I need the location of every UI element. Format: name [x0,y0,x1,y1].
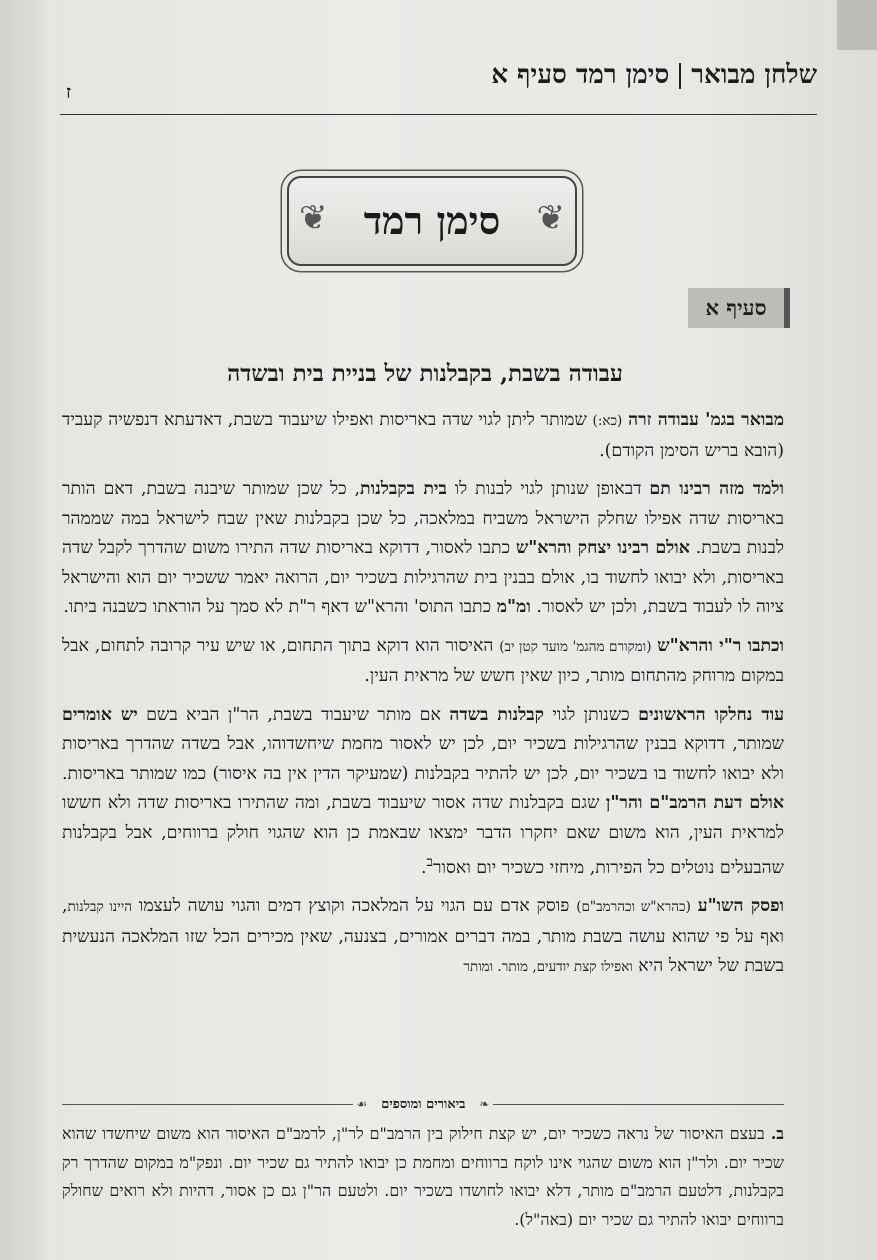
bold-term: יש אומרים [62,704,138,725]
footnote-text: בעצם האיסור של נראה כשכיר יום, יש קצת חילוק בין הרמב"ם לר"ן, לרמב"ם האיסור הוא משום שיחשדו שהוא שכיר יום. ולר"ן הוא משום שהגוי אינו לוקח ברווחים ומחמת כן יבואו להתיר גם שכיר יום. ונפק"מ במקום שהדרך רק בקבלנות, דלטעם הרמב"ם מותר, דלא יבואו לחושדו בשכיר יום. ולטעם הר"ן גם כן אסור, דהיות ולא רואים שחולק ברווחים יבואו להתיר גם שכיר יום (באה"ל). [62,1124,784,1229]
seif-label: סעיף א [688,288,790,328]
bold-term: קבלנות בשדה [449,704,544,725]
bold-term: ומ"מ [496,597,531,617]
scroll-ornament-icon: ❦ [536,198,565,238]
footnotes [62,1120,784,1234]
paragraph-lead: ולמד מזה רבינו תם [649,479,784,499]
chapter-title: סימן רמד [363,198,501,243]
flourish-icon: ☙ [356,1097,368,1111]
divider-line [62,1104,353,1105]
inline-gloss: ואפילו קצת יודעים, מותר. ומותר [463,959,633,976]
bold-term: אולם דעת הרמב"ם והר"ן [605,793,785,813]
paragraph [62,406,784,466]
paragraph-text: אם מותר שיעבוד בשבת, הר"ן הביא בשם [146,704,441,725]
paragraph [62,475,784,623]
paragraph-text: כתבו לאסור, דדוקא באריסות שדה התירו משום שהדרך לקבל שדה באריסות, ולא יבואו לחשוד בו, אולם בבנין בית שהרגילות בשכיר יום, הרואה יאמר ששכיר יום הוא והישראל ציוה לו לעבוד בשבת, ולכן יש לאסור. [62,538,784,617]
header-title [491,60,817,90]
source-reference: (ומקורם מהגמ' מועד קטן יב) [499,638,652,655]
scroll-ornament-icon: ❦ [299,198,328,238]
flourish-icon: ❧ [479,1097,490,1111]
paragraph-text: כשנותן לגוי [552,704,630,725]
running-header [60,56,817,115]
paragraph-text: כתבו התוס' והרא"ש דאף ר"ת לא סמך על הוראתו כשבנה ביתו. [63,597,492,617]
paragraph-lead: ופסק השו"ע [697,896,784,917]
divider-line [493,1104,784,1105]
paragraph-text: פוסק אדם עם הגוי על המלאכה וקוצץ דמים והגוי עושה לעצמו [138,896,570,917]
paragraph-text: האיסור הוא דוקא בתוך התחום, או שיש עיר קרובה לתחום, אבל במקום מרוחק מהתחום מותר, כיון שאין חשש של מראית העין. [62,635,784,686]
inline-gloss: היינו קבלנות [67,899,133,916]
bold-term: אולם רבינו יצחק והרא"ש [515,538,690,558]
paragraph [62,632,784,692]
paragraph-text: דבאופן שנותן לגוי לבנות לו [454,479,642,499]
source-reference: (כהרא"ש וכהרמב"ם) [576,899,691,916]
page-corner-shadow [837,0,877,50]
header-divider [679,63,681,89]
book-title: שלחן מבואר [691,60,817,90]
paragraph-lead: וכתבו ר"י והרא"ש [657,635,784,656]
paragraph-text: שמותר, דדוקא בבנין שהרגילות בשכיר יום, לכן יש לאסור מחמת שיחשדוהו, אבל בשדה שהדרך באריסות ולא יבואו לחשוד בו בשכיר יום, לכן יש להתיר בקבלנות (שמעיקר הדין אין בה איסור) כמו שמותר באריסות. [62,734,784,784]
paragraph-text: שגם בקבלנות שדה אסור שיעבוד בשבת, ומה שהתירו באריסות שדה ולא חששו למראית העין, הוא משום שאם יחקרו הדבר ימצאו שבאמת כן הוא שהגוי חולק ברווחים, אבל בקבלנות שהבעלים נוטלים כל הפירות, מיחזי כשכיר יום ואסור [62,793,784,878]
bold-term: בית בקבלנות [360,479,447,499]
footnote-marker: ב [426,854,433,870]
paragraph [62,892,784,983]
main-text [62,406,784,992]
footnote [62,1120,784,1234]
paragraph-text: שמותר ליתן לגוי שדה באריסות ואפילו שיעבוד בשבת, דאדעתא דנפשיה קעביד (הובא בריש הסימן הקודם). [62,410,784,461]
section-title: סימן רמד סעיף א [491,60,670,90]
source-reference: (כא:) [592,413,623,429]
paragraph-lead: מבואר בגמ' עבודה זרה [628,410,785,430]
page-number: ז [66,82,72,103]
paragraph-lead: עוד נחלקו הראשונים [638,704,785,725]
notes-divider [62,1094,784,1114]
paragraph-text: , ואף על פי שהוא עושה בשבת מותר, במה דברים אמורים, בצנעה, שאין מכירים הכל שזו המלאכה הנעשית בשבת של ישראל היא [62,896,784,977]
footnote-mark: ב. [770,1124,784,1143]
paragraph-text: . [420,857,427,878]
chapter-title-frame [287,176,577,266]
paragraph [62,701,784,884]
notes-label: ביאורים ומוספים [381,1097,466,1112]
subheading: עבודה בשבת, בקבלנות של בניית בית ובשדה [227,360,623,387]
paragraph-text: , כל שכן שמותר שיבנה בשבת, דאם הותר באריסות שדה אפילו שחלק הישראל משביח במלאכה, כל שכן בקבלנות שאין שבח לישראל במה שממהר לבנות בשבת. [62,479,784,558]
